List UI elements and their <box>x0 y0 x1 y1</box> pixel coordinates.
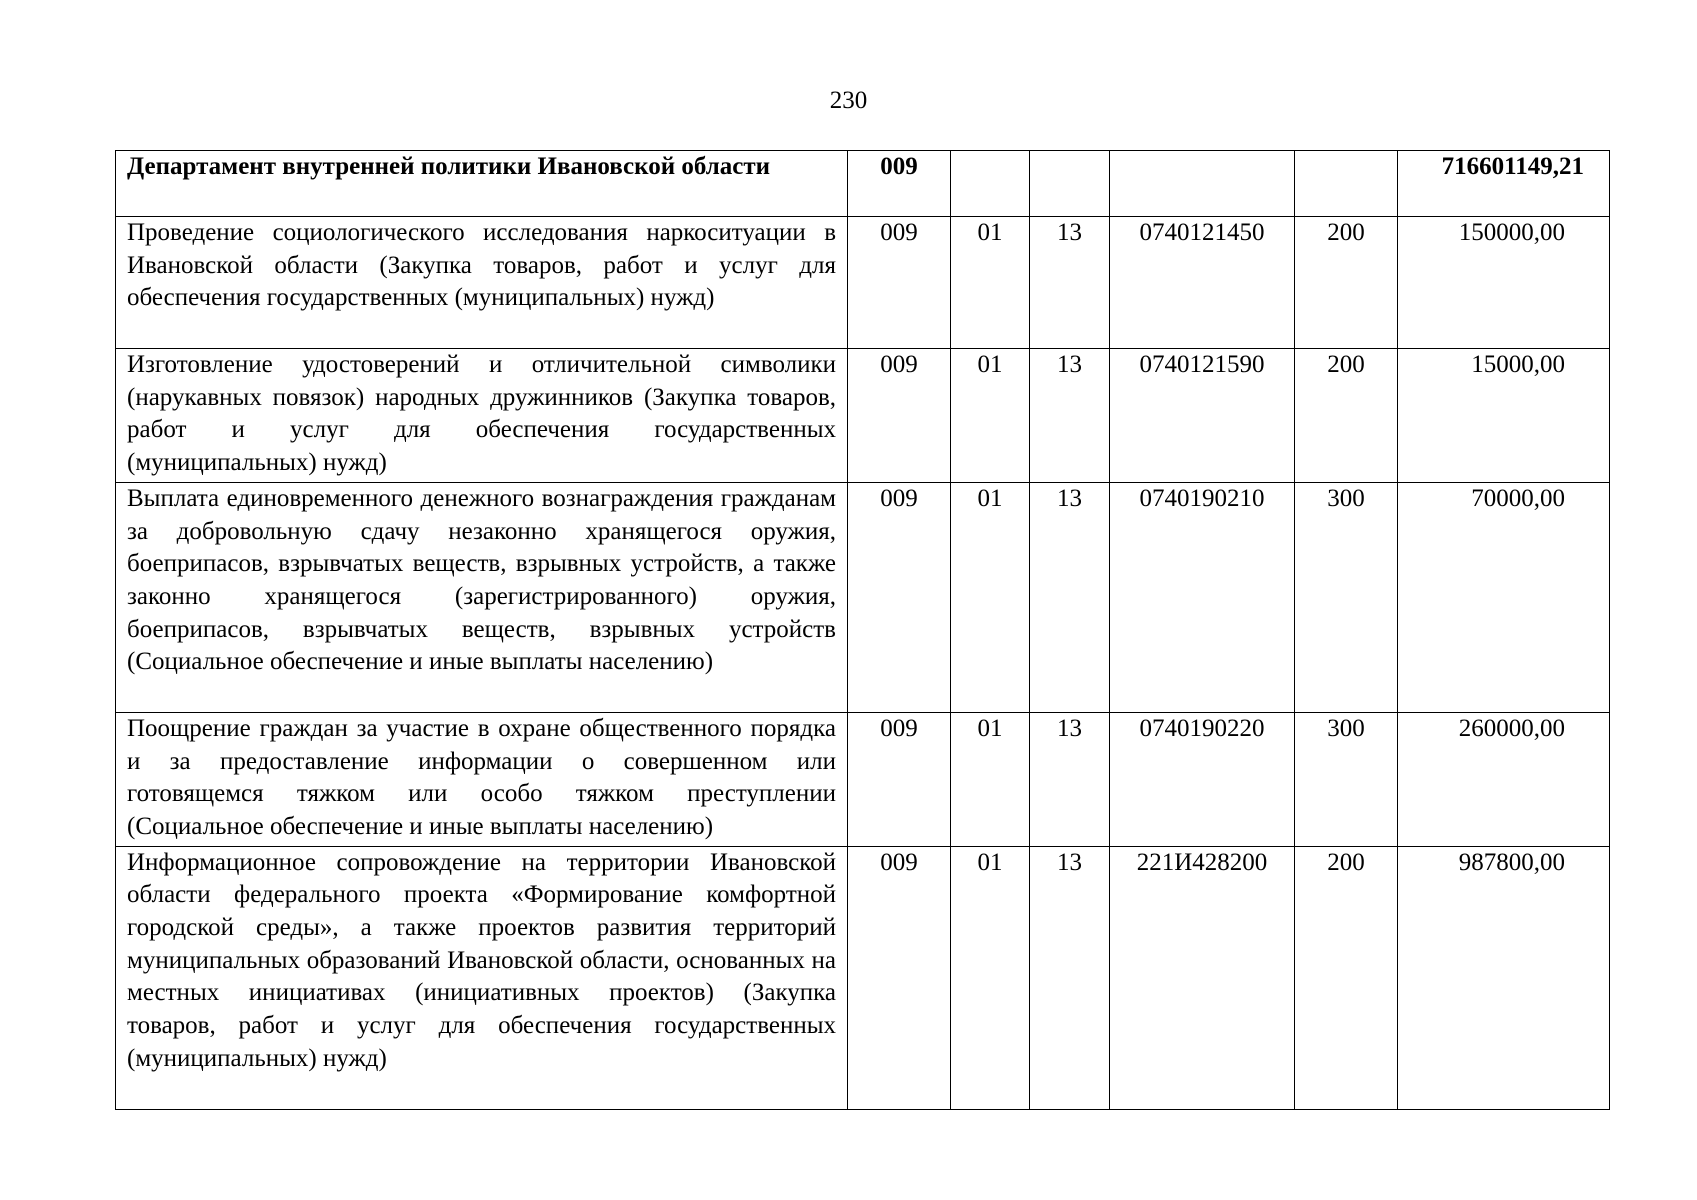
ministry-code: 009 <box>848 217 951 349</box>
table-row <box>116 349 1610 483</box>
ministry-code: 009 <box>848 712 951 846</box>
target-code: 0740121590 <box>1110 349 1295 483</box>
ministry-code: 009 <box>848 482 951 712</box>
section-code: 01 <box>951 712 1030 846</box>
expense-type-code: 300 <box>1295 712 1398 846</box>
ministry-code: 009 <box>848 151 951 217</box>
table-row <box>116 217 1610 349</box>
amount: 70000,00 <box>1398 482 1610 712</box>
subsection-code <box>1030 151 1110 217</box>
amount: 15000,00 <box>1398 349 1610 483</box>
expense-type-code <box>1295 151 1398 217</box>
expense-type-code: 200 <box>1295 217 1398 349</box>
expense-name: Изготовление удостоверений и отличительной символики (нарукавных повязок) народных дружинников (Закупка товаров, работ и услуг для обеспечения государственных (муниципальных) нужд) <box>116 349 848 483</box>
page-number: 230 <box>829 87 868 114</box>
expense-type-code: 300 <box>1295 482 1398 712</box>
amount: 150000,00 <box>1398 217 1610 349</box>
expense-name: Поощрение граждан за участие в охране общественного порядка и за предоставление информации о совершенном или готовящемся тяжком или особо тяжком преступлении (Социальное обеспечение и иные выплаты населению) <box>116 712 848 846</box>
subsection-code: 13 <box>1030 482 1110 712</box>
section-code: 01 <box>951 217 1030 349</box>
target-code <box>1110 151 1295 217</box>
department-name: Департамент внутренней политики Ивановской области <box>116 151 848 217</box>
expense-type-code: 200 <box>1295 846 1398 1109</box>
expense-type-code: 200 <box>1295 349 1398 483</box>
ministry-code: 009 <box>848 349 951 483</box>
target-code: 0740190210 <box>1110 482 1295 712</box>
amount: 260000,00 <box>1398 712 1610 846</box>
budget-table <box>115 150 1610 1110</box>
subsection-code: 13 <box>1030 846 1110 1109</box>
ministry-code: 009 <box>848 846 951 1109</box>
table-row <box>116 482 1610 712</box>
section-code <box>951 151 1030 217</box>
table-row <box>116 846 1610 1109</box>
expense-name: Информационное сопровождение на территории Ивановской области федерального проекта «Формирование комфортной городской среды», а также проектов развития территорий муниципальных образований Ивановской области, основанных на местных инициативах (инициативных проектов) (Закупка товаров, работ и услуг для обеспечения государственных (муниципальных) нужд) <box>116 846 848 1109</box>
subsection-code: 13 <box>1030 712 1110 846</box>
subsection-code: 13 <box>1030 349 1110 483</box>
total-amount: 716601149,21 <box>1398 151 1610 217</box>
amount: 987800,00 <box>1398 846 1610 1109</box>
expense-name: Проведение социологического исследования наркоситуации в Ивановской области (Закупка товаров, работ и услуг для обеспечения государственных (муниципальных) нужд) <box>116 217 848 349</box>
target-code: 221И428200 <box>1110 846 1295 1109</box>
target-code: 0740190220 <box>1110 712 1295 846</box>
target-code: 0740121450 <box>1110 217 1295 349</box>
table-header-row <box>116 151 1610 217</box>
section-code: 01 <box>951 846 1030 1109</box>
table-row <box>116 712 1610 846</box>
section-code: 01 <box>951 482 1030 712</box>
section-code: 01 <box>951 349 1030 483</box>
subsection-code: 13 <box>1030 217 1110 349</box>
expense-name: Выплата единовременного денежного вознаграждения гражданам за добровольную сдачу незаконно хранящегося оружия, боеприпасов, взрывчатых веществ, взрывных устройств, а также законно хранящегося (зарегистрированного) оружия, боеприпасов, взрывчатых веществ, взрывных устройств (Социальное обеспечение и иные выплаты населению) <box>116 482 848 712</box>
